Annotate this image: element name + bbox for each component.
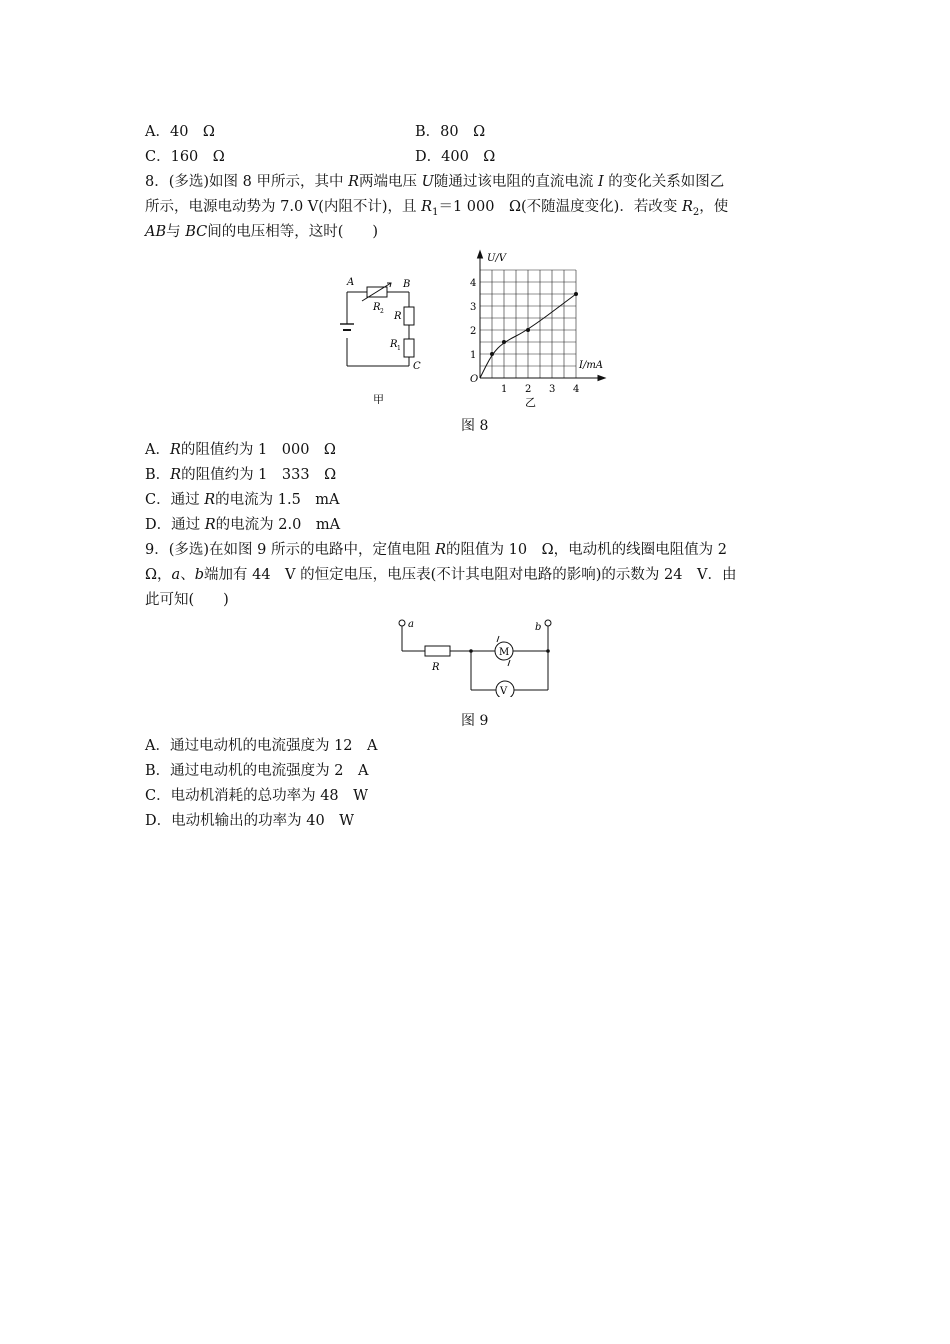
- label-R1: R: [390, 339, 398, 350]
- q9-stem-line1: 9．(多选)在如图 9 所示的电路中，定值电阻 R的阻值为 10 Ω，电动机的线圈电阻值为 2: [145, 542, 727, 558]
- q8-option-a: A．R的阻值约为 1 000 Ω: [145, 442, 336, 458]
- caption-yi: 乙: [525, 396, 536, 409]
- q9-stem-line2: Ω，a、b端加有 44 V 的恒定电压，电压表(不计其电阻对电路的影响)的示数为 24 V．由: [145, 567, 737, 583]
- q8-stem-line2: 所示，电源电动势为 7.0 V(内阻不计)，且 $R_1=1$ 000 Ω(不随温度变化)．若改变 $R_2$，使: [145, 199, 729, 218]
- data-point: [574, 292, 578, 296]
- q8-stem-line3: AB与 BC间的电压相等，这时( ): [145, 224, 379, 240]
- q9-option-d: D．电动机输出的功率为 40 W: [145, 813, 355, 829]
- x-tick-label: 4: [573, 384, 580, 395]
- y-tick-label: 3: [470, 302, 477, 313]
- figure-8-title: 图 8: [461, 418, 489, 434]
- voltmeter-label: V: [500, 686, 508, 697]
- q9-stem-line3: 此可知( ): [145, 592, 229, 608]
- y-tick-label: 4: [470, 278, 477, 289]
- option-b-prev: B．80 Ω: [415, 124, 486, 140]
- label-R2-sub: 2: [380, 308, 384, 315]
- q8-stem-line1: 8．(多选)如图 8 甲所示，其中 R两端电压 U随通过该电阻的直流电流 I 的变化关系如图乙: [145, 174, 725, 190]
- label-B: B: [403, 279, 411, 290]
- motor-label: M: [499, 647, 510, 658]
- x-tick-label: 3: [549, 384, 556, 395]
- circuit-diagram-jia: [335, 272, 435, 404]
- terminal-a-label: a: [408, 619, 414, 630]
- label-A: A: [347, 277, 355, 288]
- label-R1-sub: 1: [397, 345, 401, 352]
- figure-9-title: 图 9: [461, 713, 489, 729]
- data-point: [490, 352, 494, 356]
- q9-option-a: A．通过电动机的电流强度为 12 A: [145, 738, 378, 754]
- circuit-diagram-fig9: [392, 615, 562, 697]
- option-a-prev: A．40 Ω: [145, 124, 215, 140]
- graph-ylabel: U/V: [487, 253, 507, 264]
- q9-option-c: C．电动机消耗的总功率为 48 W: [145, 788, 369, 804]
- label-R: R: [394, 311, 402, 322]
- y-tick-label: 1: [470, 350, 477, 361]
- label-C: C: [413, 361, 421, 372]
- q8-option-b: B．R的阻值约为 1 333 Ω: [145, 467, 337, 483]
- q9-option-b: B．通过电动机的电流强度为 2 A: [145, 763, 369, 779]
- option-c-prev: C．160 Ω: [145, 149, 225, 165]
- data-point: [526, 328, 530, 332]
- ui-graph-yi: [462, 248, 622, 410]
- x-tick-label: 2: [525, 384, 532, 395]
- resistor-R-label: R: [432, 662, 440, 673]
- data-point: [502, 340, 506, 344]
- graph-xlabel: I/mA: [579, 360, 604, 371]
- label-R2: R: [373, 302, 381, 313]
- terminal-b-label: b: [535, 622, 542, 633]
- q8-option-c: C．通过 R的电流为 1.5 mA: [145, 492, 340, 508]
- x-tick-label: 1: [501, 384, 508, 395]
- caption-jia: 甲: [373, 393, 384, 404]
- graph-origin: O: [470, 374, 479, 385]
- option-d-prev: D．400 Ω: [415, 149, 496, 165]
- y-tick-label: 2: [470, 326, 477, 337]
- q8-option-d: D．通过 R的电流为 2.0 mA: [145, 517, 341, 533]
